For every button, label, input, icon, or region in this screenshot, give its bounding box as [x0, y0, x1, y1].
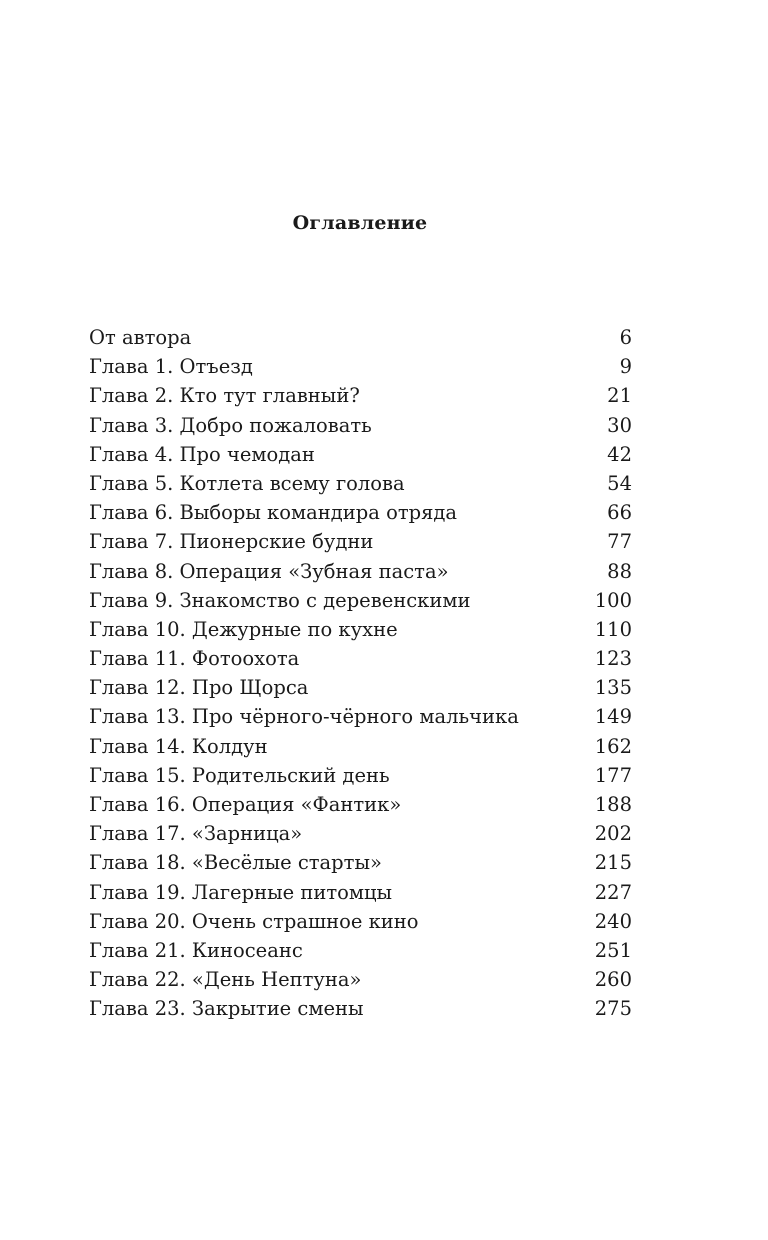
- toc-entry[interactable]: [89, 848, 632, 877]
- toc-entry-title: Глава 20. Очень страшное кино: [89, 909, 419, 933]
- toc-entry[interactable]: [89, 586, 632, 615]
- toc-entry-page: 177: [594, 763, 632, 787]
- toc-entry-title: Глава 15. Родительский день: [89, 763, 390, 787]
- toc-entry[interactable]: [89, 936, 632, 965]
- toc-entry-page: 77: [607, 530, 632, 554]
- toc-entry-page: 30: [607, 413, 632, 437]
- toc-entry[interactable]: [89, 440, 632, 469]
- toc-entry[interactable]: [89, 907, 632, 936]
- toc-entry[interactable]: [89, 615, 632, 644]
- toc-entry[interactable]: [89, 498, 632, 527]
- toc-entry-title: Глава 12. Про Щорса: [89, 676, 309, 700]
- toc-entry-title: Глава 21. Киносеанс: [89, 938, 303, 962]
- toc-entry-title: Глава 1. Отъезд: [89, 355, 253, 379]
- toc-entry-page: 6: [619, 326, 632, 349]
- toc-entry-title: Глава 5. Котлета всему голова: [89, 471, 405, 495]
- toc-entry-page: 162: [594, 734, 632, 758]
- toc-entry[interactable]: [89, 323, 632, 352]
- toc-entry-title: Глава 7. Пионерские будни: [89, 530, 374, 554]
- toc-entry-title: Глава 22. «День Нептуна»: [89, 968, 362, 992]
- toc-entry-page: 54: [607, 471, 632, 495]
- toc-entry-title: Глава 14. Колдун: [89, 734, 268, 758]
- toc-entry[interactable]: [89, 790, 632, 819]
- toc-entry-page: 9: [619, 355, 632, 379]
- toc-entry[interactable]: [89, 732, 632, 761]
- toc-entry[interactable]: [89, 702, 632, 731]
- toc-entry-page: 260: [594, 968, 632, 992]
- toc-heading: Оглавление: [292, 211, 428, 234]
- toc-entry-page: 42: [607, 442, 632, 466]
- toc-entry-title: Глава 11. Фотоохота: [89, 647, 300, 671]
- toc-entry-page: 110: [594, 617, 632, 641]
- toc-entry[interactable]: [89, 994, 632, 1023]
- toc-entry-title: Глава 8. Операция «Зубная паста»: [89, 559, 449, 583]
- toc-entry[interactable]: [89, 673, 632, 702]
- toc-entry-page: 135: [594, 676, 632, 700]
- table-of-contents: [89, 323, 632, 1024]
- toc-entry-page: 21: [607, 384, 632, 408]
- toc-entry-title: Глава 10. Дежурные по кухне: [89, 617, 398, 641]
- toc-entry-title: Глава 18. «Весёлые старты»: [89, 851, 382, 875]
- toc-entry[interactable]: [89, 761, 632, 790]
- toc-entry[interactable]: [89, 469, 632, 498]
- toc-entry[interactable]: [89, 411, 632, 440]
- toc-entry-page: 275: [594, 997, 632, 1021]
- toc-entry-title: Глава 4. Про чемодан: [89, 442, 315, 466]
- toc-entry-title: Глава 13. Про чёрного-чёрного мальчика: [89, 705, 519, 729]
- toc-entry-title: Глава 16. Операция «Фантик»: [89, 793, 402, 816]
- toc-entry[interactable]: [89, 878, 632, 907]
- toc-entry-title: Глава 19. Лагерные питомцы: [89, 880, 393, 904]
- toc-entry-title: Глава 9. Знакомство с деревенскими: [89, 588, 471, 612]
- toc-entry-title: Глава 23. Закрытие смены: [89, 997, 364, 1021]
- toc-entry-page: 100: [594, 588, 632, 612]
- toc-entry-page: 202: [594, 822, 632, 846]
- toc-entry-title: Глава 6. Выборы командира отряда: [89, 501, 458, 525]
- toc-entry-page: 149: [594, 705, 632, 729]
- toc-entry-page: 66: [607, 501, 632, 525]
- toc-entry-page: 227: [594, 880, 632, 904]
- toc-entry-page: 215: [594, 851, 632, 875]
- toc-entry-title: Глава 17. «Зарница»: [89, 822, 303, 846]
- toc-entry-title: Глава 3. Добро пожаловать: [89, 413, 372, 437]
- toc-entry-page: 123: [594, 647, 632, 671]
- toc-entry[interactable]: [89, 381, 632, 410]
- toc-entry-title: Глава 2. Кто тут главный?: [89, 384, 360, 408]
- toc-entry[interactable]: [89, 965, 632, 994]
- toc-entry[interactable]: [89, 352, 632, 381]
- toc-entry-page: 240: [594, 909, 632, 933]
- toc-entry[interactable]: [89, 557, 632, 586]
- toc-entry-page: 188: [594, 793, 632, 816]
- toc-entry[interactable]: [89, 644, 632, 673]
- toc-entry[interactable]: [89, 819, 632, 848]
- toc-entry-title: От автора: [89, 326, 192, 349]
- toc-entry-page: 251: [594, 938, 632, 962]
- toc-entry-page: 88: [607, 559, 632, 583]
- toc-entry[interactable]: [89, 527, 632, 556]
